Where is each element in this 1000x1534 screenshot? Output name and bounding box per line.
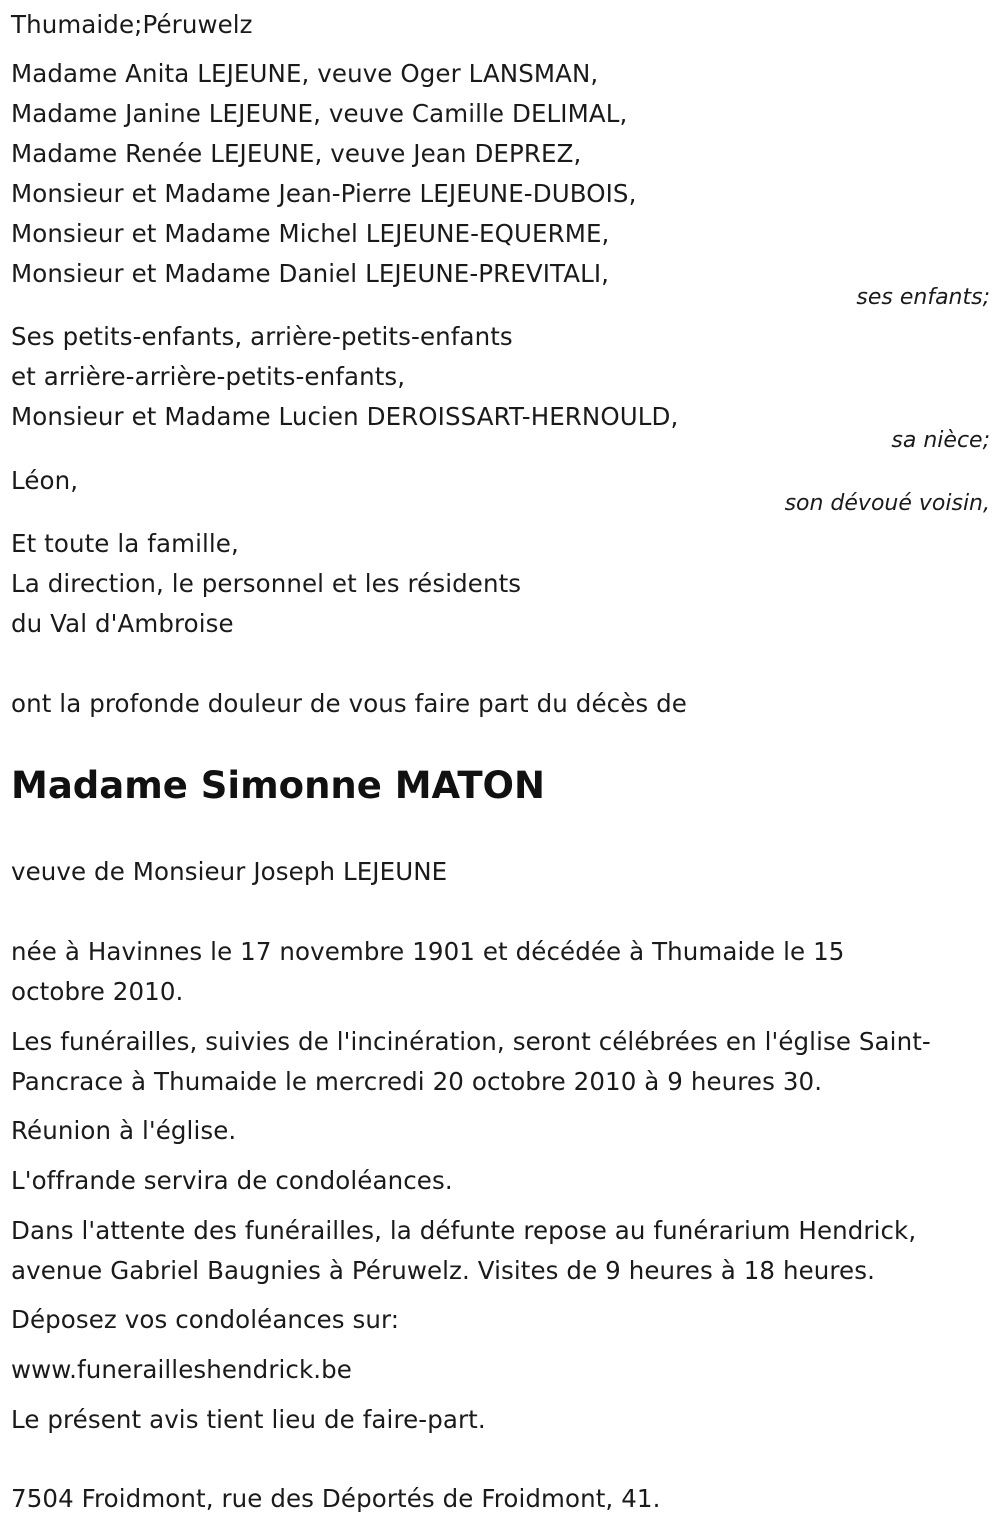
offering-line: L'offrande servira de condoléances. [11,1166,453,1195]
niece-role-label: sa nièce; [891,428,990,453]
family-member-line: Madame Anita LEJEUNE, veuve Oger LANSMAN, [11,59,599,88]
address-line: 7504 Froidmont, rue des Déportés de Froidmont, 41. [11,1484,661,1513]
neighbor-line: Léon, [11,466,79,495]
notice-line: Le présent avis tient lieu de faire-part. [11,1405,486,1434]
funeral-line: Pancrace à Thumaide le mercredi 20 octobre 2010 à 9 heures 30. [11,1067,823,1096]
location-header: Thumaide;Péruwelz [11,10,253,39]
others-line: La direction, le personnel et les résidents [11,569,522,598]
children-role-label: ses enfants; [856,285,990,310]
meeting-line: Réunion à l'église. [11,1116,237,1145]
rest-line: avenue Gabriel Baugnies à Péruwelz. Visites de 9 heures à 18 heures. [11,1256,875,1285]
announcement-text: ont la profonde douleur de vous faire part du décès de [11,689,687,718]
grandchildren-line: Ses petits-enfants, arrière-petits-enfants [11,322,513,351]
family-member-line: Monsieur et Madame Michel LEJEUNE-EQUERME, [11,219,610,248]
rest-line: Dans l'attente des funérailles, la défunte repose au funérarium Hendrick, [11,1216,917,1245]
others-line: Et toute la famille, [11,529,239,558]
condolences-label: Déposez vos condoléances sur: [11,1305,400,1334]
funeral-line: Les funérailles, suivies de l'incinération, seront célébrées en l'église Saint- [11,1027,931,1056]
niece-line: Monsieur et Madame Lucien DEROISSART-HERNOULD, [11,402,679,431]
spouse-line: veuve de Monsieur Joseph LEJEUNE [11,857,448,886]
family-member-line: Madame Renée LEJEUNE, veuve Jean DEPREZ, [11,139,582,168]
condolences-website-link[interactable]: www.funerailleshendrick.be [11,1355,352,1384]
others-line: du Val d'Ambroise [11,609,234,638]
deceased-name: Madame Simonne MATON [11,764,545,807]
family-member-line: Monsieur et Madame Jean-Pierre LEJEUNE-DUBOIS, [11,179,637,208]
neighbor-role-label: son dévoué voisin, [784,491,990,516]
grandchildren-line: et arrière-arrière-petits-enfants, [11,362,406,391]
birth-death-line: octobre 2010. [11,977,184,1006]
family-member-line: Madame Janine LEJEUNE, veuve Camille DELIMAL, [11,99,628,128]
birth-death-line: née à Havinnes le 17 novembre 1901 et décédée à Thumaide le 15 [11,937,845,966]
family-member-line: Monsieur et Madame Daniel LEJEUNE-PREVITALI, [11,259,610,288]
